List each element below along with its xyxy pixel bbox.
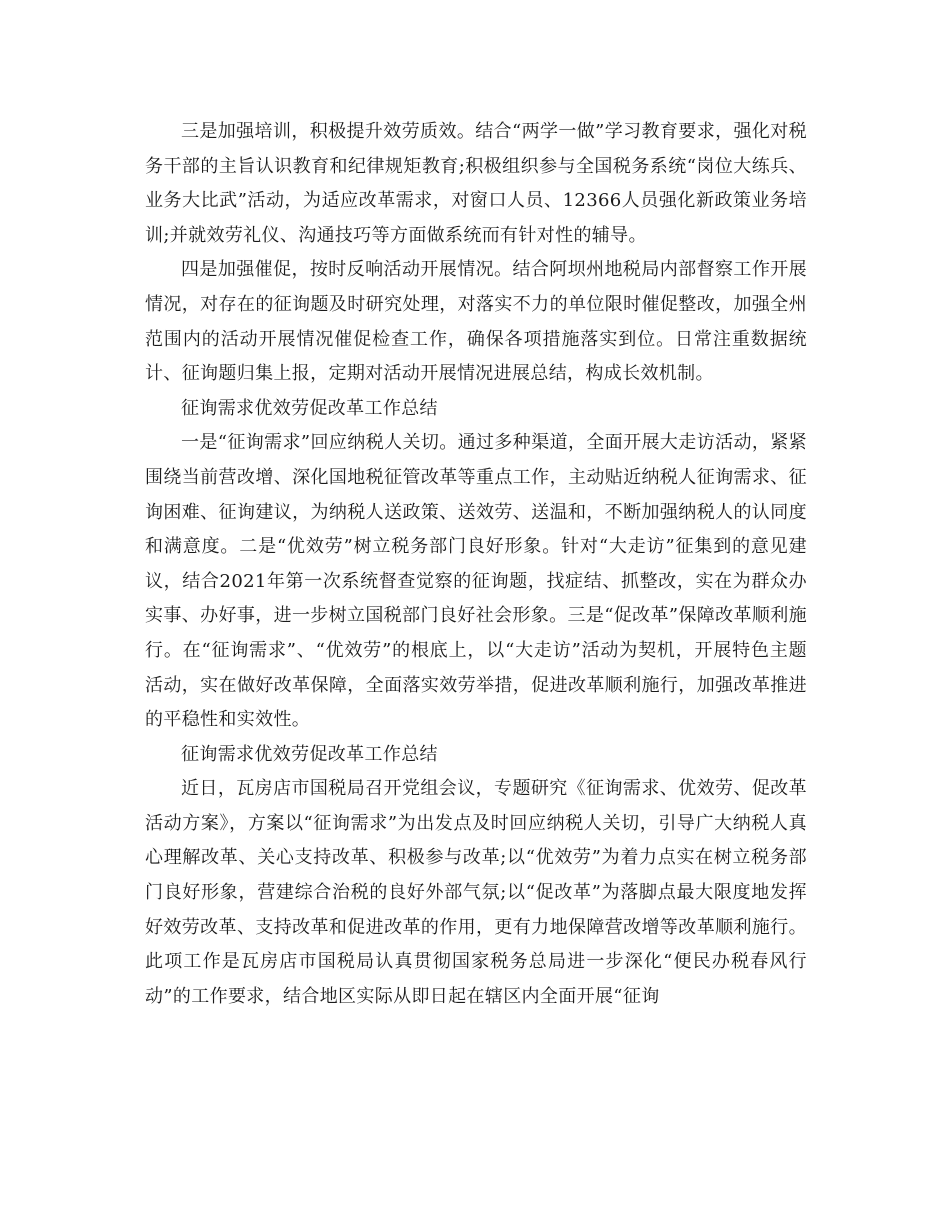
document-page	[145, 115, 807, 1014]
paragraph-supervision: 四是加强催促，按时反响活动开展情况。结合阿坝州地税局内部督察工作开展情况，对存在的征询题及时研究处理，对落实不力的单位限时催促整改，加强全州范围内的活动开展情况催促检查工作，确保各项措施落实到位。日常注重数据统计、征询题归集上报，定期对活动开展情况进展总结，构成长效机制。	[145, 259, 807, 385]
section-heading-2: 征询需求优效劳促改革工作总结	[181, 743, 438, 765]
paragraph-wafangdian: 近日，瓦房店市国税局召开党组会议，专题研究《征询需求、优效劳、促改革活动方案》，方案以“征询需求”为出发点及时回应纳税人关切，引导广大纳税人真心理解改革、关心支持改革、积极参与改革;以“优效劳”为着力点实在树立税务部门良好形象，营建综合治税的良好外部气氛;以“促改革”为落脚点最大限度地发挥好效劳改革、支持改革和促进改革的作用，更有力地保障营改增等改革顺利施行。此项工作是瓦房店市国税局认真贯彻国家税务总局进一步深化“便民办税春风行动”的工作要求，结合地区实际从即日起在辖区内全面开展“征询	[145, 778, 807, 1007]
paragraph-summary-points: 一是“征询需求”回应纳税人关切。通过多种渠道，全面开展大走访活动，紧紧围绕当前营改增、深化国地税征管改革等重点工作，主动贴近纳税人征询需求、征询困难、征询建议，为纳税人送政策、送效劳、送温和，不断加强纳税人的认同度和满意度。二是“优效劳”树立税务部门良好形象。针对“大走访”征集到的意见建议，结合2021年第一次系统督查觉察的征询题，找症结、抓整改，实在为群众办实事、办好事，进一步树立国税部门良好社会形象。三是“促改革”保障改革顺利施行。在“征询需求”、“优效劳”的根底上，以“大走访”活动为契机，开展特色主题活动，实在做好改革保障，全面落实效劳举措，促进改革顺利施行，加强改革推进的平稳性和实效性。	[145, 432, 807, 731]
paragraph-training: 三是加强培训，积极提升效劳质效。结合“两学一做”学习教育要求，强化对税务干部的主旨认识教育和纪律规矩教育;积极组织参与全国税务系统“岗位大练兵、业务大比武”活动，为适应改革需求，对窗口人员、12366人员强化新政策业务培训;并就效劳礼仪、沟通技巧等方面做系统而有针对性的辅导。	[145, 121, 807, 246]
section-heading-1: 征询需求优效劳促改革工作总结	[181, 397, 438, 419]
